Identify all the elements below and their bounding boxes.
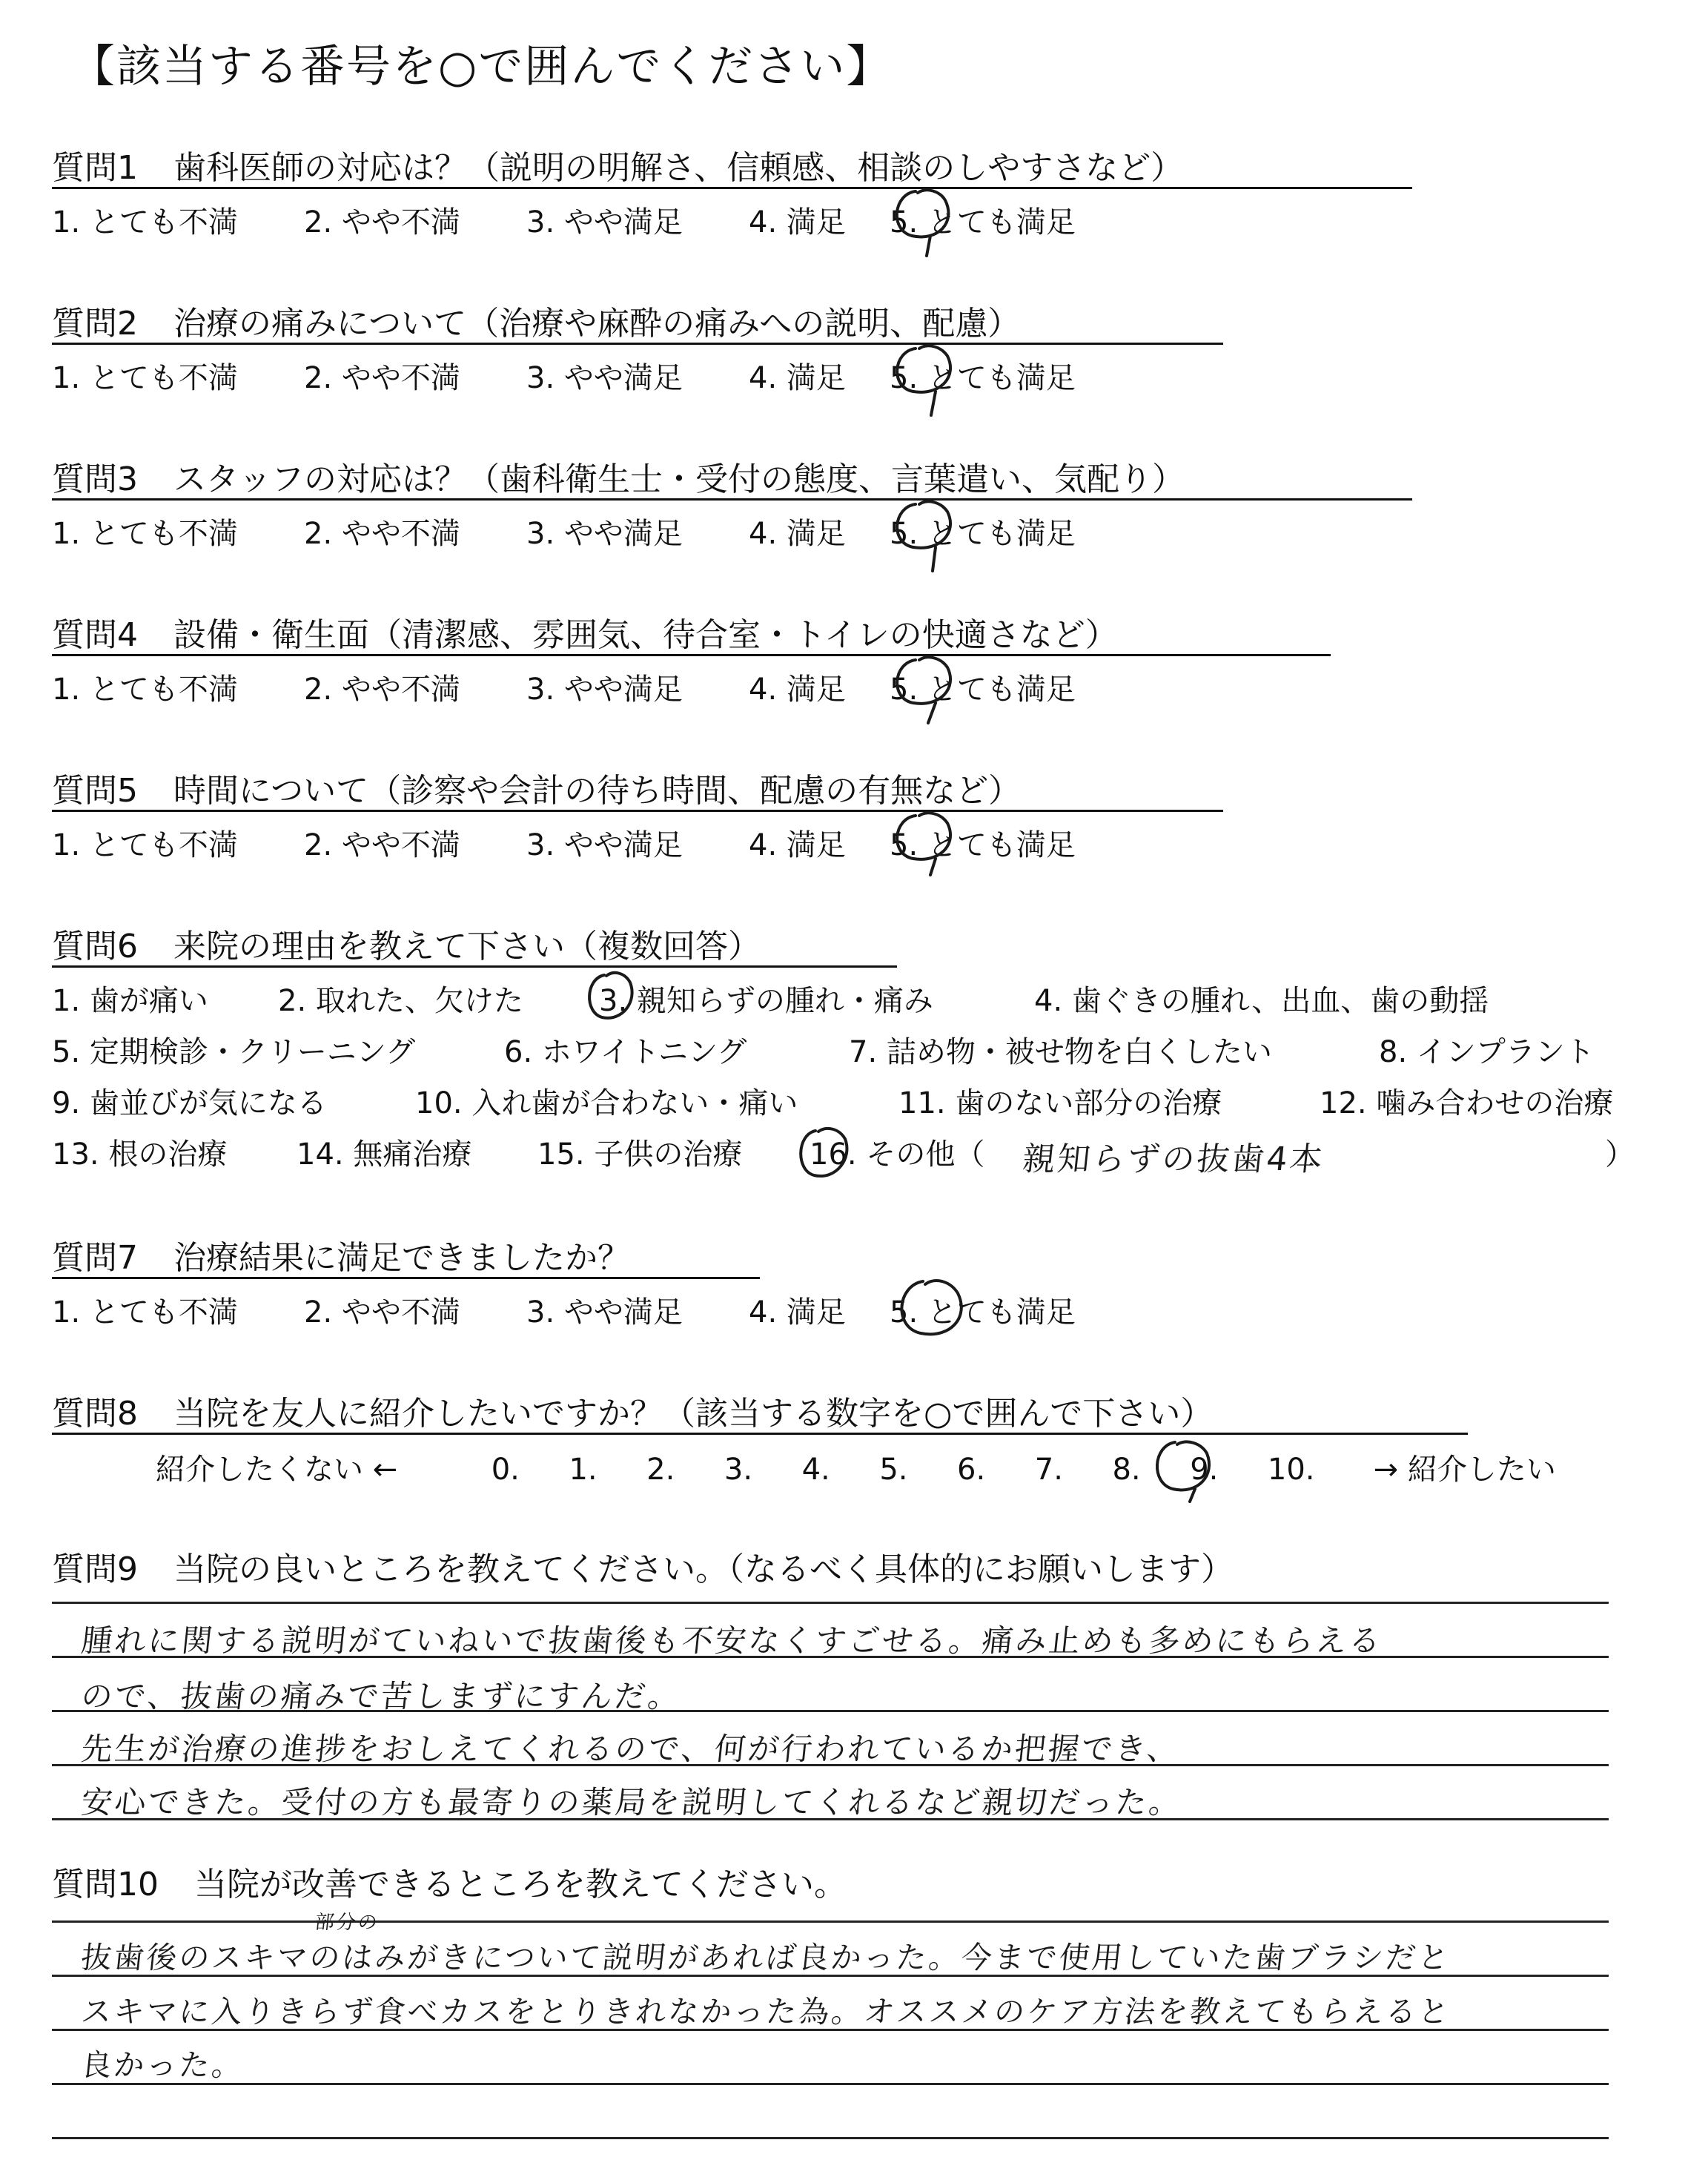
recommend-7[interactable]: 7. (1034, 1453, 1063, 1487)
option-5[interactable]: 5. とても満足 (890, 517, 1076, 551)
q10-answer-line: 良かった。 (79, 2047, 247, 2083)
option-4[interactable]: 4. 満足 (749, 1295, 846, 1330)
reason-4[interactable]: 4. 歯ぐきの腫れ、出血、歯の動揺 (1034, 984, 1489, 1018)
recommend-1[interactable]: 1. (569, 1453, 598, 1487)
q6-reason16-circle (801, 1129, 847, 1176)
reason-6[interactable]: 6. ホワイトニング (504, 1035, 747, 1069)
question-7-text: 治療結果に満足できましたか？ (173, 1239, 630, 1277)
reason-13[interactable]: 13. 根の治療 (52, 1137, 228, 1172)
question-4-number: 質問4 (52, 616, 138, 654)
recommend-left-label: 紹介したくない ← (156, 1453, 398, 1487)
recommend-2[interactable]: 2. (646, 1453, 675, 1487)
option-1[interactable]: 1. とても不満 (52, 361, 238, 395)
reason-15[interactable]: 15. 子供の治療 (537, 1137, 743, 1172)
q9-answer-line: 先生が治療の進捗をおしえてくれるので、何が行われているか把握でき、 (79, 1731, 1182, 1767)
option-4[interactable]: 4. 満足 (749, 517, 846, 551)
option-2[interactable]: 2. やや不満 (304, 205, 460, 240)
option-2[interactable]: 2. やや不満 (304, 361, 460, 395)
question-2-text: 治療の痛みについて（治療や麻酔の痛みへの説明、配慮） (173, 305, 1021, 343)
option-5[interactable]: 5. とても満足 (890, 673, 1076, 707)
reason-10[interactable]: 10. 入れ歯が合わない・痛い (415, 1086, 798, 1120)
option-3[interactable]: 3. やや満足 (526, 361, 683, 395)
q9-answer-line: 安心できた。受付の方も最寄りの薬局を説明してくれるなど親切だった。 (79, 1784, 1185, 1820)
option-4[interactable]: 4. 満足 (749, 828, 846, 862)
option-4[interactable]: 4. 満足 (749, 673, 846, 707)
option-2[interactable]: 2. やや不満 (304, 517, 460, 551)
question-10-number: 質問10 (52, 1866, 159, 1903)
question-8-number: 質問8 (52, 1395, 138, 1433)
question-2-number: 質問2 (52, 305, 138, 343)
q9-answer-line: 腫れに関する説明がていねいで抜歯後も不安なくすごせる。痛み止めも多めにもらえる (79, 1622, 1385, 1659)
question-8-text: 当院を友人に紹介したいですか？（該当する数字を○で囲んで下さい） (173, 1395, 1214, 1433)
recommend-right-label: → 紹介したい (1373, 1453, 1556, 1487)
question-9-text: 当院の良いところを教えてください。（なるべく具体的にお願いします） (173, 1550, 1234, 1588)
question-7-number: 質問7 (52, 1239, 138, 1277)
q10-insert-note: 部分の (314, 1912, 381, 1934)
recommend-8[interactable]: 8. (1112, 1453, 1141, 1487)
recommend-3[interactable]: 3. (724, 1453, 753, 1487)
recommend-9[interactable]: 9. (1190, 1453, 1219, 1487)
option-4[interactable]: 4. 満足 (749, 205, 846, 240)
question-5-text: 時間について（診察や会計の待ち時間、配慮の有無など） (173, 772, 1022, 810)
option-1[interactable]: 1. とても不満 (52, 205, 238, 240)
question-6-text: 来院の理由を教えて下さい（複数回答） (173, 928, 761, 965)
reason-12[interactable]: 12. 噛み合わせの治療 (1320, 1086, 1614, 1120)
q4-circle-mark (897, 657, 950, 723)
option-2[interactable]: 2. やや不満 (304, 828, 460, 862)
question-1-number: 質問1 (52, 149, 138, 187)
reason-16[interactable]: 16. その他（ (810, 1137, 985, 1172)
q1-circle-mark (897, 190, 949, 256)
question-9-number: 質問9 (52, 1550, 138, 1588)
option-2[interactable]: 2. やや不満 (304, 1295, 460, 1330)
option-5[interactable]: 5. とても満足 (890, 828, 1076, 862)
recommend-5[interactable]: 5. (879, 1453, 908, 1487)
q9-answer-line: ので、抜歯の痛みで苦しまずにすんだ。 (79, 1678, 683, 1714)
option-1[interactable]: 1. とても不満 (52, 517, 238, 551)
option-1[interactable]: 1. とても不満 (52, 1295, 238, 1330)
recommend-10[interactable]: 10. (1267, 1453, 1315, 1487)
option-3[interactable]: 3. やや満足 (526, 828, 683, 862)
question-3-number: 質問3 (52, 460, 138, 498)
option-5[interactable]: 5. とても満足 (890, 205, 1076, 240)
q8-circle-mark (1157, 1441, 1209, 1502)
page-title: 【該当する番号を○で囲んでください】 (70, 41, 893, 93)
q7-circle-mark (901, 1281, 961, 1334)
q2-circle-mark (897, 346, 950, 415)
question-6-number: 質問6 (52, 928, 138, 965)
option-3[interactable]: 3. やや満足 (526, 517, 683, 551)
reason-2[interactable]: 2. 取れた、欠けた (278, 984, 523, 1018)
question-10-text: 当院が改善できるところを教えてください。 (194, 1866, 847, 1903)
question-5-number: 質問5 (52, 772, 138, 810)
reason-other-close: ） (1605, 1137, 1635, 1172)
question-4-text: 設備・衛生面（清潔感、雰囲気、待合室・トイレの快適さなど） (173, 616, 1118, 654)
option-1[interactable]: 1. とても不満 (52, 673, 238, 707)
question-3-text: スタッフの対応は？（歯科衛生士・受付の態度、言葉遣い、気配り） (173, 460, 1185, 498)
reason-1[interactable]: 1. 歯が痛い (52, 984, 208, 1018)
reason-other-handwritten: 親知らずの抜歯4本 (1020, 1140, 1327, 1178)
option-3[interactable]: 3. やや満足 (526, 205, 683, 240)
option-3[interactable]: 3. やや満足 (526, 1295, 683, 1330)
recommend-4[interactable]: 4. (801, 1453, 830, 1487)
q5-circle-mark (897, 813, 950, 875)
reason-7[interactable]: 7. 詰め物・被せ物を白くしたい (849, 1035, 1272, 1069)
reason-8[interactable]: 8. インプラント (1379, 1035, 1595, 1069)
q6-reason3-circle (589, 973, 632, 1018)
reason-11[interactable]: 11. 歯のない部分の治療 (898, 1086, 1222, 1120)
q3-circle-mark (897, 501, 950, 571)
option-5[interactable]: 5. とても満足 (890, 1295, 1076, 1330)
option-2[interactable]: 2. やや不満 (304, 673, 460, 707)
reason-9[interactable]: 9. 歯並びが気になる (52, 1086, 327, 1120)
option-1[interactable]: 1. とても不満 (52, 828, 238, 862)
q10-answer-line: 抜歯後のスキマのはみがきについて説明があれば良かった。今まで使用していた歯ブラシだと (79, 1940, 1453, 1975)
reason-14[interactable]: 14. 無痛治療 (297, 1137, 472, 1172)
option-3[interactable]: 3. やや満足 (526, 673, 683, 707)
q10-answer-line: スキマに入りきらず食べカスをとりきれなかった為。オススメのケア方法を教えてもらえると (79, 1994, 1453, 2029)
reason-5[interactable]: 5. 定期検診・クリーニング (52, 1035, 416, 1069)
reason-3[interactable]: 3. 親知らずの腫れ・痛み (599, 984, 933, 1018)
recommend-6[interactable]: 6. (957, 1453, 986, 1487)
option-5[interactable]: 5. とても満足 (890, 361, 1076, 395)
question-1-text: 歯科医師の対応は？（説明の明解さ、信頼感、相談のしやすさなど） (173, 149, 1184, 187)
recommend-0[interactable]: 0. (491, 1453, 520, 1487)
option-4[interactable]: 4. 満足 (749, 361, 846, 395)
